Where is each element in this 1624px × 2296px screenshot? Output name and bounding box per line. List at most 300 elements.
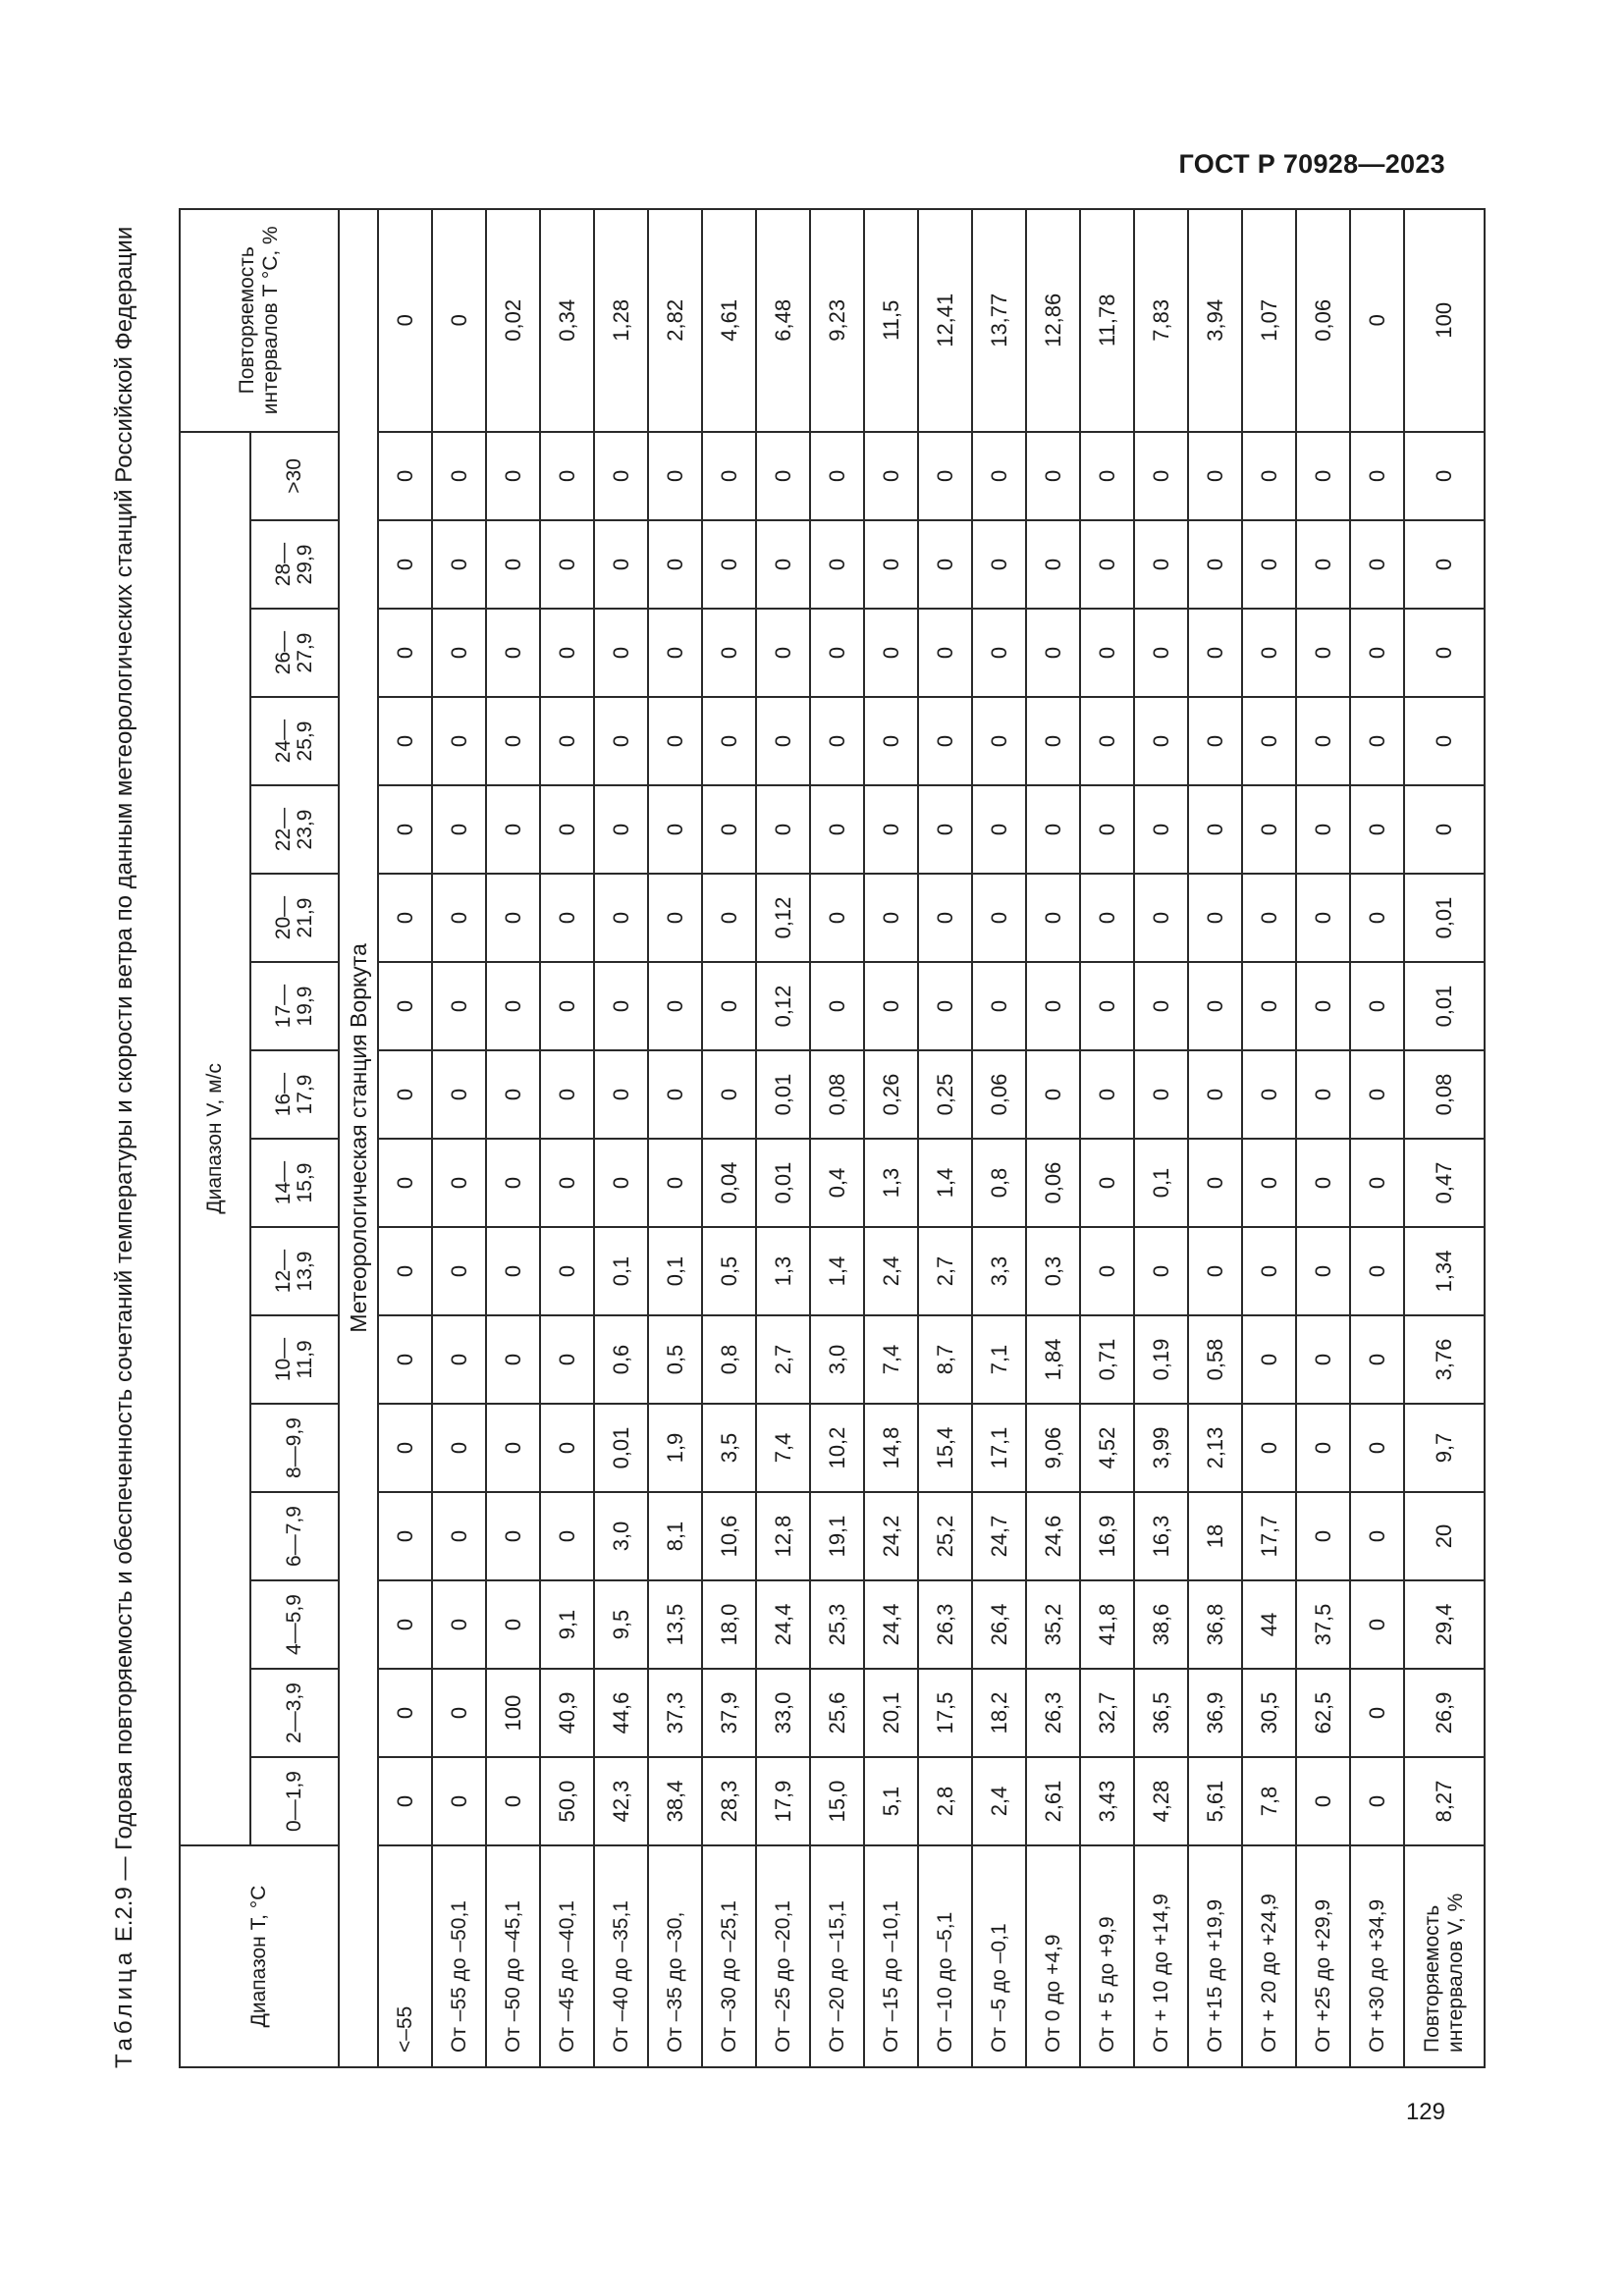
table-cell: 0 [1242, 962, 1296, 1050]
table-cell: 7,4 [864, 1315, 918, 1404]
table-cell: 0 [1026, 874, 1080, 962]
table-cell: 0 [1188, 432, 1242, 520]
row-label: От –5 до –0,1 [972, 1845, 1026, 2067]
table-cell: 0 [756, 520, 810, 609]
row-label: От +15 до +19,9 [1188, 1845, 1242, 2067]
table-cell: 0 [918, 432, 972, 520]
table-body [339, 209, 1485, 2067]
table-cell: 5,1 [864, 1757, 918, 1845]
table-cell: 26,4 [972, 1580, 1026, 1669]
row-repeatability: 0,06 [1296, 209, 1350, 432]
row-repeatability: 13,77 [972, 209, 1026, 432]
header-t-range: Диапазон T, °С [180, 1845, 339, 2067]
table-cell: 0 [594, 874, 648, 962]
table-row [1350, 209, 1404, 2067]
table-cell: 0 [540, 1227, 594, 1315]
table-row [486, 209, 540, 2067]
table-cell: 0 [486, 1580, 540, 1669]
row-label: От +30 до +34,9 [1350, 1845, 1404, 2067]
table-cell: 0 [702, 874, 756, 962]
table-cell: 0 [594, 785, 648, 874]
row-label: От –20 до –15,1 [810, 1845, 864, 2067]
table-cell: 0 [1296, 520, 1350, 609]
table-cell: 0 [432, 1139, 486, 1227]
rotated-table-block [110, 210, 1467, 2068]
v-range-header: 24—25,9 [250, 697, 339, 785]
table-row [918, 209, 972, 2067]
v-range-header-row [250, 209, 339, 2067]
table-cell: 0,5 [648, 1315, 702, 1404]
table-cell: 25,3 [810, 1580, 864, 1669]
row-label: От –45 до –40,1 [540, 1845, 594, 2067]
table-cell: 0 [1350, 1580, 1404, 1669]
table-cell: 2,13 [1188, 1404, 1242, 1492]
table-cell: 0 [1404, 785, 1485, 874]
table-cell: 0 [1350, 962, 1404, 1050]
row-repeatability: 0,34 [540, 209, 594, 432]
row-repeatability: 3,94 [1188, 209, 1242, 432]
table-cell: 0 [1242, 609, 1296, 697]
table-cell: 0 [432, 1227, 486, 1315]
table-row [1296, 209, 1350, 2067]
table-cell: 0 [594, 432, 648, 520]
v-range-header: 16—17,9 [250, 1050, 339, 1139]
table-cell: 0 [702, 785, 756, 874]
table-cell: 0 [540, 962, 594, 1050]
table-cell: 0,8 [702, 1315, 756, 1404]
table-cell: 0 [1026, 785, 1080, 874]
table-cell: 0 [972, 962, 1026, 1050]
table-cell: 0 [432, 785, 486, 874]
table-cell: 8,7 [918, 1315, 972, 1404]
table-cell: 0 [1296, 874, 1350, 962]
v-range-header: 2—3,9 [250, 1669, 339, 1757]
table-cell: 17,1 [972, 1404, 1026, 1492]
table-cell: 0 [918, 697, 972, 785]
table-cell: 0 [1026, 520, 1080, 609]
table-cell: 0 [864, 520, 918, 609]
row-repeatability: 1,28 [594, 209, 648, 432]
table-cell: 0 [1080, 520, 1134, 609]
table-cell: 17,9 [756, 1757, 810, 1845]
table-cell: 0 [432, 432, 486, 520]
table-cell: 0 [432, 697, 486, 785]
table-cell: 17,5 [918, 1669, 972, 1757]
table-cell: 8,1 [648, 1492, 702, 1580]
table-cell: 0 [1080, 1050, 1134, 1139]
table-cell: 0 [1242, 1404, 1296, 1492]
table-cell: 1,84 [1026, 1315, 1080, 1404]
row-repeatability: 0 [378, 209, 432, 432]
table-cell: 16,9 [1080, 1492, 1134, 1580]
table-cell: 24,2 [864, 1492, 918, 1580]
table-cell: 3,0 [810, 1315, 864, 1404]
table-cell: 0 [918, 609, 972, 697]
table-cell: 10,6 [702, 1492, 756, 1580]
table-cell: 0 [1242, 874, 1296, 962]
table-cell: 0 [1296, 962, 1350, 1050]
table-cell: 0 [1026, 432, 1080, 520]
table-row [972, 209, 1026, 2067]
table-cell: 1,34 [1404, 1227, 1485, 1315]
table-cell: 0,71 [1080, 1315, 1134, 1404]
table-cell: 0 [1026, 609, 1080, 697]
table-cell: 0 [486, 432, 540, 520]
table-cell: 0 [486, 697, 540, 785]
table-cell: 0 [1242, 697, 1296, 785]
table-cell: 0 [864, 697, 918, 785]
row-repeatability: 11,5 [864, 209, 918, 432]
table-cell: 1,3 [756, 1227, 810, 1315]
table-cell: 0 [648, 432, 702, 520]
table-cell: 9,7 [1404, 1404, 1485, 1492]
table-cell: 4,52 [1080, 1404, 1134, 1492]
table-cell: 0,01 [1404, 874, 1485, 962]
table-cell: 0 [1242, 785, 1296, 874]
table-cell: 29,4 [1404, 1580, 1485, 1669]
table-cell: 0 [756, 432, 810, 520]
table-cell: 0 [1134, 520, 1188, 609]
row-repeatability: 6,48 [756, 209, 810, 432]
table-cell: 0 [540, 520, 594, 609]
table-cell: 0 [1242, 520, 1296, 609]
table-cell: 50,0 [540, 1757, 594, 1845]
table-cell: 0 [756, 697, 810, 785]
table-cell: 0 [1134, 874, 1188, 962]
table-cell: 0 [540, 1404, 594, 1492]
table-cell: 0 [702, 962, 756, 1050]
table-cell: 0 [1080, 962, 1134, 1050]
table-cell: 0 [486, 1139, 540, 1227]
table-cell: 0 [486, 1757, 540, 1845]
table-cell: 0 [486, 1227, 540, 1315]
table-cell: 0 [1350, 1492, 1404, 1580]
table-cell: 10,2 [810, 1404, 864, 1492]
table-cell: 20 [1404, 1492, 1485, 1580]
table-cell: 37,3 [648, 1669, 702, 1757]
table-cell: 0 [1080, 432, 1134, 520]
row-repeatability: 1,07 [1242, 209, 1296, 432]
table-cell: 0 [702, 1050, 756, 1139]
table-cell: 0 [486, 874, 540, 962]
v-range-header: 20—21,9 [250, 874, 339, 962]
table-cell: 0 [1134, 1050, 1188, 1139]
table-cell: 0 [1134, 1227, 1188, 1315]
table-cell: 24,4 [756, 1580, 810, 1669]
table-row [594, 209, 648, 2067]
row-label: От + 20 до +24,9 [1242, 1845, 1296, 2067]
table-cell: 0,26 [864, 1050, 918, 1139]
table-cell: 2,4 [972, 1757, 1026, 1845]
table-cell: 0 [378, 1492, 432, 1580]
table-cell: 0 [1134, 962, 1188, 1050]
table-cell: 0 [594, 962, 648, 1050]
table-cell: 0 [918, 785, 972, 874]
table-cell: 0 [432, 609, 486, 697]
table-row [378, 209, 432, 2067]
row-label: От + 10 до +14,9 [1134, 1845, 1188, 2067]
row-label: От + 5 до +9,9 [1080, 1845, 1134, 2067]
table-cell: 0 [810, 697, 864, 785]
table-cell: 38,4 [648, 1757, 702, 1845]
document-header: ГОСТ Р 70928—2023 [1178, 149, 1445, 179]
table-cell: 24,6 [1026, 1492, 1080, 1580]
table-cell: 0 [378, 1404, 432, 1492]
table-cell: 0,01 [1404, 962, 1485, 1050]
table-cell: 0 [594, 520, 648, 609]
table-cell: 0 [1080, 874, 1134, 962]
table-cell: 0 [864, 432, 918, 520]
table-cell: 33,0 [756, 1669, 810, 1757]
table-cell: 0 [648, 874, 702, 962]
table-cell: 26,9 [1404, 1669, 1485, 1757]
table-cell: 12,8 [756, 1492, 810, 1580]
table-cell: 9,5 [594, 1580, 648, 1669]
table-cell: 0 [594, 1050, 648, 1139]
table-cell: 8,27 [1404, 1757, 1485, 1845]
table-cell: 30,5 [1242, 1669, 1296, 1757]
table-cell: 0,25 [918, 1050, 972, 1139]
table-cell: 0 [378, 1580, 432, 1669]
table-cell: 0 [1188, 1139, 1242, 1227]
table-cell: 0 [594, 609, 648, 697]
table-cell: 0 [1242, 432, 1296, 520]
table-cell: 0 [1134, 785, 1188, 874]
table-cell: 7,4 [756, 1404, 810, 1492]
table-row [540, 209, 594, 2067]
table-cell: 0 [378, 520, 432, 609]
table-cell: 0 [1404, 697, 1485, 785]
table-row [1242, 209, 1296, 2067]
table-cell: 0 [648, 609, 702, 697]
table-cell: 28,3 [702, 1757, 756, 1845]
table-cell: 0,8 [972, 1139, 1026, 1227]
table-cell: 0 [540, 785, 594, 874]
table-cell: 0 [1404, 520, 1485, 609]
table-cell: 0,47 [1404, 1139, 1485, 1227]
row-label: От –25 до –20,1 [756, 1845, 810, 2067]
table-cell: 15,0 [810, 1757, 864, 1845]
table-cell: 0 [486, 1315, 540, 1404]
table-cell: 0 [1350, 609, 1404, 697]
table-cell: 0 [972, 697, 1026, 785]
table-cell: 40,9 [540, 1669, 594, 1757]
table-cell: 0 [378, 1315, 432, 1404]
table-cell: 0 [1080, 785, 1134, 874]
row-label: От 0 до +4,9 [1026, 1845, 1080, 2067]
table-cell: 0 [486, 785, 540, 874]
table-cell: 0 [1350, 697, 1404, 785]
table-cell: 0 [1404, 432, 1485, 520]
table-cell: 7,1 [972, 1315, 1026, 1404]
table-cell: 0,01 [756, 1139, 810, 1227]
table-cell: 24,4 [864, 1580, 918, 1669]
table-cell: 0 [1350, 1227, 1404, 1315]
table-cell: 0 [1350, 1404, 1404, 1492]
table-cell: 0 [1188, 697, 1242, 785]
table-cell: 0 [648, 1139, 702, 1227]
table-cell: 17,7 [1242, 1492, 1296, 1580]
row-label: От –35 до –30, [648, 1845, 702, 2067]
table-cell: 9,06 [1026, 1404, 1080, 1492]
row-label: От –10 до –5,1 [918, 1845, 972, 2067]
table-cell: 36,8 [1188, 1580, 1242, 1669]
table-cell: 36,9 [1188, 1669, 1242, 1757]
table-cell: 0 [1350, 1050, 1404, 1139]
v-range-header: 12—13,9 [250, 1227, 339, 1315]
table-cell: 0 [864, 874, 918, 962]
table-cell: 0 [1080, 1227, 1134, 1315]
table-cell: 0,1 [594, 1227, 648, 1315]
table-cell: 0 [1188, 1050, 1242, 1139]
table-cell: 0 [1242, 1050, 1296, 1139]
table-cell: 0,12 [756, 962, 810, 1050]
v-range-header: 22—23,9 [250, 785, 339, 874]
table-cell: 19,1 [810, 1492, 864, 1580]
table-cell: 0 [1080, 609, 1134, 697]
table-cell: 0 [702, 520, 756, 609]
table-cell: 0 [540, 609, 594, 697]
table-cell: 0 [1242, 1139, 1296, 1227]
table-cell: 0 [1296, 1757, 1350, 1845]
table-row [756, 209, 810, 2067]
table-row [1134, 209, 1188, 2067]
table-cell: 0 [432, 874, 486, 962]
table-cell: 0,04 [702, 1139, 756, 1227]
table-cell: 0 [540, 697, 594, 785]
table-cell: 0 [378, 1227, 432, 1315]
row-label: От –50 до –45,1 [486, 1845, 540, 2067]
table-cell: 35,2 [1026, 1580, 1080, 1669]
table-cell: 26,3 [1026, 1669, 1080, 1757]
table-cell: 9,1 [540, 1580, 594, 1669]
page-number: 129 [1405, 2099, 1445, 2125]
table-cell: 3,5 [702, 1404, 756, 1492]
table-cell: 1,3 [864, 1139, 918, 1227]
table-cell: 0 [1350, 785, 1404, 874]
table-cell: 14,8 [864, 1404, 918, 1492]
table-cell: 0 [1350, 1315, 1404, 1404]
table-cell: 0 [648, 962, 702, 1050]
table-cell: 0 [540, 1492, 594, 1580]
row-repeatability: 9,23 [810, 209, 864, 432]
table-cell: 0 [1134, 697, 1188, 785]
table-cell: 0 [540, 874, 594, 962]
table-cell: 0,1 [1134, 1139, 1188, 1227]
table-cell: 1,4 [810, 1227, 864, 1315]
table-cell: 0 [702, 697, 756, 785]
table-cell: 0 [378, 1757, 432, 1845]
table-cell: 0 [378, 1669, 432, 1757]
table-cell: 25,2 [918, 1492, 972, 1580]
row-repeatability: 0 [432, 209, 486, 432]
table-cell: 2,8 [918, 1757, 972, 1845]
table-cell: 0 [432, 962, 486, 1050]
table-cell: 0 [378, 785, 432, 874]
table-cell: 0 [1350, 520, 1404, 609]
caption-prefix: Таблица [111, 1948, 137, 2068]
table-cell: 0 [378, 697, 432, 785]
table-cell: 1,4 [918, 1139, 972, 1227]
table-cell: 0 [702, 432, 756, 520]
table-cell: 0 [378, 609, 432, 697]
table-caption [110, 210, 179, 2068]
table-cell: 0 [1026, 1050, 1080, 1139]
table-cell: 0 [1188, 609, 1242, 697]
table-cell: 3,43 [1080, 1757, 1134, 1845]
v-range-header: 4—5,9 [250, 1580, 339, 1669]
table-cell: 0 [810, 609, 864, 697]
table-cell: 15,4 [918, 1404, 972, 1492]
table-cell: 0 [1296, 1139, 1350, 1227]
table-cell: 0 [1296, 432, 1350, 520]
table-cell: 0 [972, 609, 1026, 697]
table-cell: 0 [432, 1315, 486, 1404]
table-row [1188, 209, 1242, 2067]
row-label: Повторяемость интервалов V, % [1404, 1845, 1485, 2067]
v-range-header: 28—29,9 [250, 520, 339, 609]
row-repeatability: 12,86 [1026, 209, 1080, 432]
table-cell: 42,3 [594, 1757, 648, 1845]
table-cell: 20,1 [864, 1669, 918, 1757]
table-cell: 36,5 [1134, 1669, 1188, 1757]
table-cell: 2,7 [756, 1315, 810, 1404]
table-cell: 0,58 [1188, 1315, 1242, 1404]
table-cell: 18,0 [702, 1580, 756, 1669]
table-cell: 0 [1080, 697, 1134, 785]
table-cell: 0 [1296, 1492, 1350, 1580]
table-cell: 3,0 [594, 1492, 648, 1580]
table-cell: 2,61 [1026, 1757, 1080, 1845]
table-cell: 0 [648, 520, 702, 609]
v-range-header: 14—15,9 [250, 1139, 339, 1227]
table-cell: 0,01 [594, 1404, 648, 1492]
table-cell: 0 [810, 874, 864, 962]
table-cell: 0 [432, 1757, 486, 1845]
table-cell: 0,08 [810, 1050, 864, 1139]
table-cell: 100 [486, 1669, 540, 1757]
table-cell: 0,6 [594, 1315, 648, 1404]
table-cell: 0 [486, 1050, 540, 1139]
v-range-header: 17—19,9 [250, 962, 339, 1050]
table-cell: 0,08 [1404, 1050, 1485, 1139]
table-cell: 0 [972, 874, 1026, 962]
v-range-header: >30 [250, 432, 339, 520]
table-cell: 32,7 [1080, 1669, 1134, 1757]
table-cell: 18 [1188, 1492, 1242, 1580]
row-label: <–55 [378, 1845, 432, 2067]
table-cell: 0 [1026, 697, 1080, 785]
table-cell: 0 [432, 1404, 486, 1492]
table-cell: 0 [594, 697, 648, 785]
table-cell: 0 [1296, 785, 1350, 874]
table-row [702, 209, 756, 2067]
v-range-header: 0—1,9 [250, 1757, 339, 1845]
table-cell: 0 [918, 520, 972, 609]
table-cell: 0 [756, 785, 810, 874]
header-repeatability: Повторяемость интервалов T °С, % [180, 209, 339, 432]
table-cell: 26,3 [918, 1580, 972, 1669]
table-cell: 2,4 [864, 1227, 918, 1315]
table-cell: 0 [432, 1580, 486, 1669]
row-repeatability: 2,82 [648, 209, 702, 432]
table-row [1026, 209, 1080, 2067]
data-table [179, 208, 1486, 2068]
table-cell: 0 [540, 1315, 594, 1404]
row-repeatability: 12,41 [918, 209, 972, 432]
row-repeatability: 0 [1350, 209, 1404, 432]
table-cell: 0 [1350, 874, 1404, 962]
